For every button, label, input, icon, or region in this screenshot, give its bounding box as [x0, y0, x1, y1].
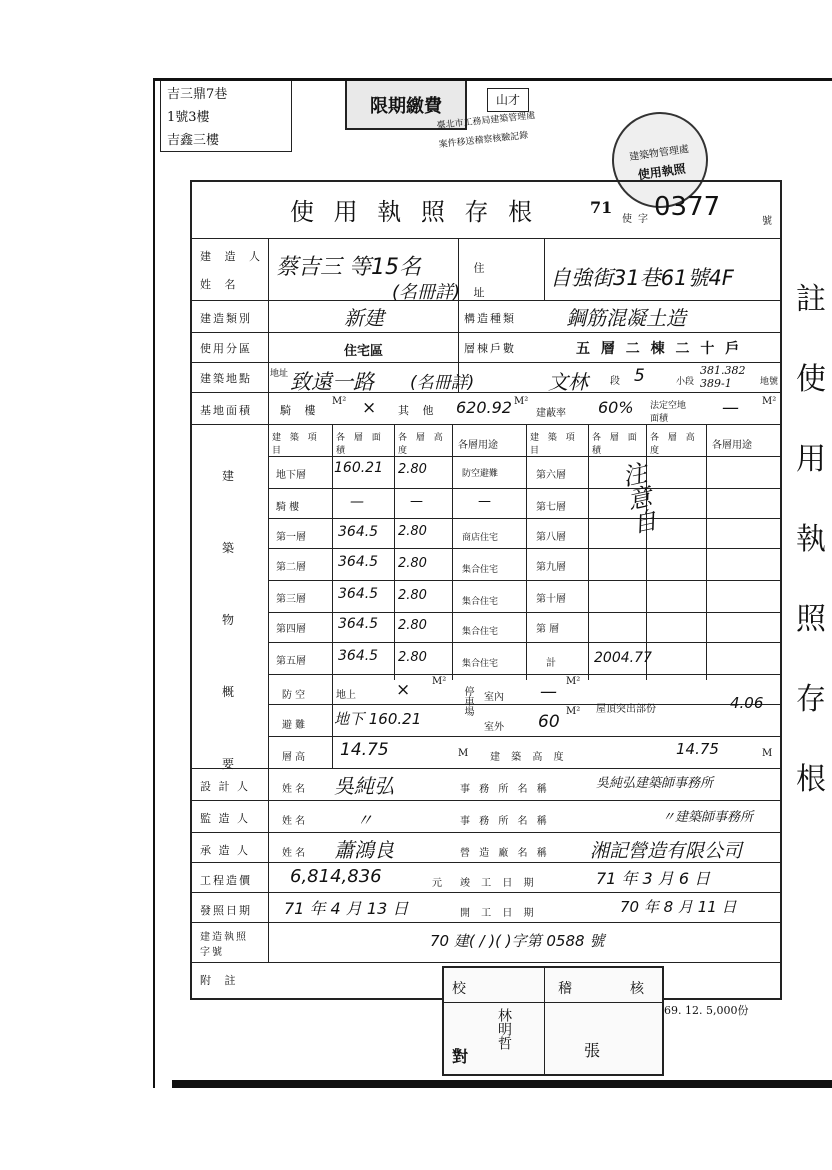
label-office: 事 務 所 名 稱 [460, 784, 550, 795]
label-rooftop: 屋頂突出部份 [596, 704, 656, 715]
floor-use: 集合住宅 [462, 565, 499, 575]
floor-height: 2.80 [398, 650, 427, 665]
designer-office: 吳純弘建築師事務所 [596, 776, 714, 791]
label-cost: 工程造價 [200, 874, 252, 887]
label-start: 開 工 日 期 [460, 908, 538, 919]
row-line [190, 768, 782, 769]
supervisor-office: 〃建築師事務所 [662, 810, 754, 825]
rooftop: 4.06 [730, 694, 764, 712]
label-designer: 設 計 人 [200, 780, 250, 793]
label-shelter: 防 空 [282, 690, 306, 701]
row-line [190, 922, 782, 923]
review-seal: 張 [584, 1041, 601, 1060]
label-company: 營 造 廠 名 稱 [460, 848, 550, 859]
review-header: 對 [452, 1047, 469, 1066]
floor-use: 集合住宅 [462, 659, 499, 669]
label-permit-ref: 建造執照字號 [200, 932, 248, 958]
floor-label: 騎 樓 [276, 502, 300, 513]
review-stamp [442, 966, 664, 1076]
address-stamp [160, 78, 292, 152]
storey-height: 14.75 [340, 740, 389, 760]
col-line [588, 424, 589, 680]
dept-stamp-line-1: 臺北市工務局建築管理處 [436, 111, 536, 132]
total-area: 2004.77 [594, 650, 652, 666]
supervisor-name: 〃 [356, 811, 373, 831]
floor-label-right: 第八層 [536, 532, 566, 543]
floor-label: 第二層 [276, 562, 306, 573]
label-site: 建築地點 [200, 372, 252, 385]
header-floor-area: 各 層 面 積 [336, 433, 384, 456]
floor-area: 160.21 [334, 460, 383, 476]
floor-height: 2.80 [398, 462, 427, 477]
unit-m: M [762, 748, 773, 759]
floors-units: 五 層 二 棟 二 十 戶 [576, 341, 743, 357]
header-item: 建 築 項 目 [530, 433, 578, 456]
row-line [268, 612, 782, 613]
col-line [268, 238, 269, 962]
label-section: 段 [610, 376, 620, 387]
contractor-name: 蕭鴻良 [334, 838, 394, 862]
label-contractor: 承 造 人 [200, 844, 250, 857]
label-completion: 竣 工 日 期 [460, 878, 538, 889]
label-indoor: 室內 [484, 692, 504, 703]
form-title: 使 用 執 照 存 根 [290, 198, 539, 226]
floor-height: 2.80 [398, 588, 427, 603]
floor-label-right: 第七層 [536, 502, 566, 513]
row-line [190, 424, 782, 425]
margin-char: 註 [796, 282, 826, 317]
label-outdoor: 室外 [484, 722, 504, 733]
floor-label: 第五層 [276, 656, 306, 667]
floor-label: 地下層 [276, 470, 306, 481]
header-floor-area: 各 層 面 積 [592, 433, 640, 456]
margin-char: 根 [796, 762, 826, 797]
label-office: 事 務 所 名 稱 [460, 816, 550, 827]
review-header: 核 [630, 981, 644, 997]
label-name: 姓 名 [200, 278, 241, 291]
cost: 6,814,836 [290, 866, 382, 887]
margin-char: 用 [796, 442, 826, 477]
header-item: 建 築 項 目 [272, 433, 320, 456]
unit-m2: M² [514, 396, 529, 407]
col-line [394, 424, 395, 680]
floor-height: 2.80 [398, 556, 427, 571]
floor-area: — [350, 494, 364, 510]
label-address: 住 址 [472, 262, 485, 303]
header-floor-height: 各 層 高 度 [650, 433, 698, 456]
unit-m2: M² [566, 706, 581, 717]
floor-area: 364.5 [338, 554, 379, 570]
floor-height: — [410, 494, 423, 509]
designer-name: 吳純弘 [334, 774, 394, 798]
col-line [706, 424, 707, 680]
row-line [268, 548, 782, 549]
label-use-zone: 使用分區 [200, 342, 252, 355]
label-build-type: 構造種類 [464, 312, 516, 325]
floor-label-right: 第十層 [536, 594, 566, 605]
unit-m: M [458, 748, 469, 759]
section-name: 文林 [548, 370, 588, 394]
builder-address: 自強街31巷61號4F [550, 266, 734, 290]
coverage: 60% [598, 398, 634, 417]
site-road: 致遠一路 [290, 370, 374, 394]
side-char: 建 [222, 469, 235, 483]
total-label: 計 [546, 658, 556, 669]
floor-label: 第一層 [276, 532, 306, 543]
row-line [268, 488, 782, 489]
floor-use: 防空避難 [462, 469, 499, 479]
floor-use: — [478, 494, 491, 509]
scan-border-top [155, 78, 832, 81]
floor-height: 2.80 [398, 524, 427, 539]
side-char: 要 [222, 757, 235, 771]
label-yuan: 元 [432, 878, 442, 889]
col-line [526, 424, 527, 680]
label-designer-name: 姓 名 [282, 784, 306, 795]
scan-border-bottom [172, 1080, 832, 1088]
margin-handwriting [796, 260, 826, 820]
unit-m2: M² [566, 676, 581, 687]
lot-numbers: 381.382 389-1 [700, 364, 746, 390]
address-stamp-line-3: 吉鑫三樓 [167, 133, 220, 148]
dept-stamp-line-2: 案件移送稽察核驗記錄 [438, 130, 529, 151]
unit-m2: M² [332, 396, 347, 407]
unit-m2: M² [762, 396, 777, 407]
floor-label: 第三層 [276, 594, 306, 605]
label-builder: 建 造 人 [200, 250, 265, 263]
round-stamp-line-1: 建築物管理處 [628, 143, 690, 164]
label-open-space: 法定空地面積 [650, 401, 687, 424]
floor-area: 364.5 [338, 586, 379, 602]
completion-date: 71 年 3 月 6 日 [596, 869, 711, 888]
section-no: 5 [634, 366, 645, 386]
review-header: 校 [452, 981, 466, 997]
row-line [190, 392, 782, 393]
label-site-addr: 地址 [270, 369, 289, 379]
col-line [452, 424, 453, 680]
margin-char: 照 [796, 602, 826, 637]
row-line [190, 362, 782, 363]
floor-area: 364.5 [338, 524, 379, 540]
review-stamp-divider [544, 968, 545, 1074]
side-char: 築 [222, 541, 235, 555]
summary-side-label [222, 440, 234, 800]
review-name: 林明哲 [496, 1008, 512, 1050]
row-line [190, 892, 782, 893]
header-floor-use: 各層用途 [458, 440, 498, 451]
build-category: 新建 [344, 306, 384, 330]
scan-border-left [153, 78, 155, 1088]
row-line [268, 736, 782, 737]
row-line [268, 518, 782, 519]
start-date: 70 年 8 月 11 日 [620, 898, 737, 916]
row-line [268, 456, 782, 457]
form-year: 71 [590, 198, 613, 217]
handwritten-mark: 注意自 [615, 459, 659, 537]
floor-area: 364.5 [338, 616, 379, 632]
permit-number: 0377 [654, 192, 721, 222]
col-line [332, 424, 333, 768]
label-evacuation: 避 難 [282, 720, 306, 731]
floor-height: 2.80 [398, 618, 427, 633]
label-supervisor-name: 姓 名 [282, 816, 306, 827]
floor-label: 第四層 [276, 624, 306, 635]
review-header: 稽 [558, 981, 572, 997]
floor-use: 集合住宅 [462, 597, 499, 607]
label-build-category: 建造類別 [200, 312, 252, 325]
row-line [190, 300, 782, 301]
header-floor-height: 各 層 高 度 [398, 433, 446, 456]
row-line [268, 642, 782, 643]
review-stamp-divider [444, 1002, 662, 1003]
row-line [190, 962, 782, 963]
label-attachment: 附 註 [200, 974, 241, 987]
label-supervisor: 監 造 人 [200, 812, 250, 825]
build-type: 鋼筋混凝土造 [566, 306, 686, 330]
building-height: 14.75 [676, 740, 719, 758]
row-line [268, 704, 782, 705]
round-stamp-line-2: 使用執照 [636, 161, 687, 183]
row-line [190, 332, 782, 333]
floor-use: 商店住宅 [462, 533, 499, 543]
label-coverage: 建蔽率 [536, 408, 566, 419]
margin-char: 使 [796, 362, 826, 397]
label-above: 地上 [336, 690, 356, 701]
outdoor-parking: 60 [538, 712, 560, 732]
side-char: 概 [222, 685, 235, 699]
floor-use: 集合住宅 [462, 627, 499, 637]
contractor-company: 湘記營造有限公司 [590, 840, 743, 862]
floor-area: 364.5 [338, 648, 379, 664]
col-line [544, 238, 545, 300]
side-char: 物 [222, 613, 235, 627]
permit-ref: 70 建( / )( )字第 0588 號 [430, 932, 605, 950]
site-note: (名冊詳) [410, 373, 475, 393]
arcade-area: × [362, 398, 377, 418]
number-suffix: 號 [762, 216, 772, 227]
label-lot: 地號 [760, 377, 779, 387]
other-area: 620.92 [456, 398, 512, 417]
header-floor-use: 各層用途 [712, 440, 752, 451]
label-contractor-name: 姓 名 [282, 848, 306, 859]
indoor-parking: — [540, 682, 557, 702]
builder-note: (名冊詳) [392, 282, 461, 303]
unit-m2: M² [432, 676, 447, 687]
margin-char: 執 [796, 522, 826, 557]
builder-name: 蔡吉三 等15名 [276, 255, 421, 280]
label-subsection: 小段 [676, 377, 695, 387]
row-line [268, 674, 782, 675]
row-line [190, 800, 782, 801]
open-space: — [722, 398, 739, 418]
address-stamp-line-1: 吉三鼎7巷 [167, 87, 228, 102]
label-arcade: 騎 樓 [280, 404, 321, 417]
form-char-word: 字 [638, 214, 648, 225]
use-zone: 住宅區 [344, 344, 384, 359]
issue-date: 71 年 4 月 13 日 [284, 899, 409, 918]
floor-label-right: 第六層 [536, 470, 566, 481]
row-line [268, 580, 782, 581]
label-other: 其 他 [398, 404, 439, 417]
label-parking: 停車場 [462, 686, 473, 716]
print-note: 69. 12. 5,000份 [664, 1004, 749, 1017]
label-base-area: 基地面積 [200, 404, 252, 417]
row-line [190, 832, 782, 833]
center-stamp-text: 限期繳費 [370, 96, 442, 117]
evacuation: 地下 160.21 [334, 710, 422, 728]
margin-char: 存 [796, 682, 826, 717]
label-issue: 發照日期 [200, 904, 252, 917]
label-storey-height: 層 高 [282, 752, 306, 763]
form-char-label: 使 [622, 214, 632, 225]
floor-label-right: 第 層 [536, 624, 560, 635]
floor-label-right: 第九層 [536, 562, 566, 573]
small-box-text: 山才 [495, 93, 520, 107]
shelter-area: × [396, 680, 411, 700]
row-line [190, 238, 782, 239]
address-stamp-line-2: 1號3樓 [167, 110, 210, 125]
label-floors-units: 層棟戶數 [464, 342, 516, 355]
label-building-height: 建 築 高 度 [490, 752, 568, 763]
